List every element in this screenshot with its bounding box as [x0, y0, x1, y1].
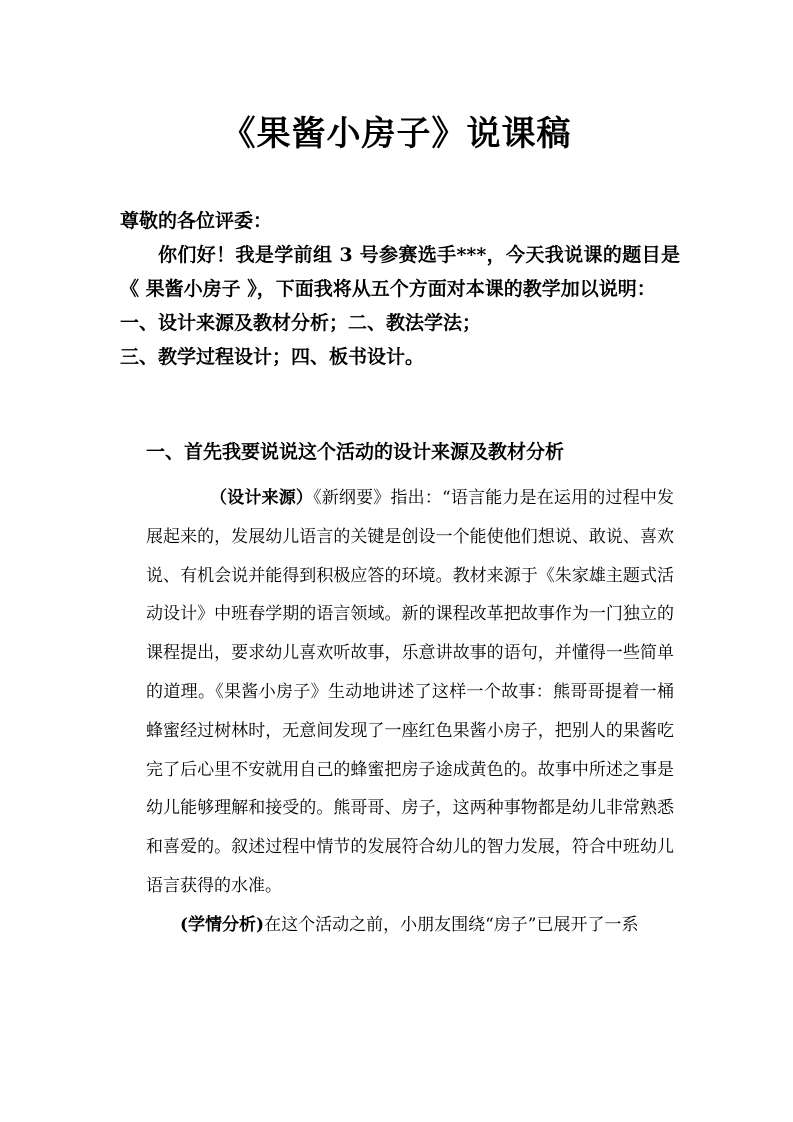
learner-analysis-label: (学情分析) — [180, 914, 265, 935]
section-1-heading: 一、首先我要说说这个活动的设计来源及教材分析 — [146, 441, 565, 463]
intro-block — [120, 204, 680, 374]
learner-analysis-text: 在这个活动之前，小朋友围绕“房子”已展开了一系 — [264, 914, 639, 935]
design-source-text: 《新纲要》指出：“语言能力是在运用的过程中发展起来的，发展幼儿语言的关键是创设一个能使他们想说、敢说、喜欢说、有机会说并能得到积极应答的环境。教材来源于《朱家雄主题式活动设计》中班春学期的语言领域。新的课程改革把故事作为一门独立的课程提出，要求幼儿喜欢听故事，乐意讲故事的语句，并懂得一些简单的道理。《果酱小房子》生动地讲述了这样一个故事：熊哥哥提着一桶蜂蜜经过树林时，无意间发现了一座红色果酱小房子，把别人的果酱吃完了后心里不安就用自己的蜂蜜把房子途成黄色的。故事中所述之事是幼儿能够理解和接受的。熊哥哥、房子，这两种事物都是幼儿非常熟悉和喜爱的。叙述过程中情节的发展符合幼儿的智力发展，符合中班幼儿语言获得的水准。 — [146, 488, 674, 896]
learner-analysis-paragraph — [146, 906, 674, 945]
design-source-paragraph — [146, 479, 674, 906]
outline-line-2: 三、教学过程设计；四、板书设计。 — [120, 346, 425, 368]
design-source-label: （设计来源） — [210, 488, 314, 508]
intro-paragraph: 你们好！我是学前组 3 号参赛选手***，今天我说课的题目是《 果酱小房子 》，下面我将从五个方面对本课的教学加以说明： — [120, 244, 680, 300]
outline-line-1: 一、设计来源及教材分析；二、教法学法； — [120, 312, 482, 334]
greeting: 尊敬的各位评委： — [120, 210, 273, 232]
document-title: 《果酱小房子》说课稿 — [221, 114, 572, 154]
section-1-body — [146, 479, 674, 945]
